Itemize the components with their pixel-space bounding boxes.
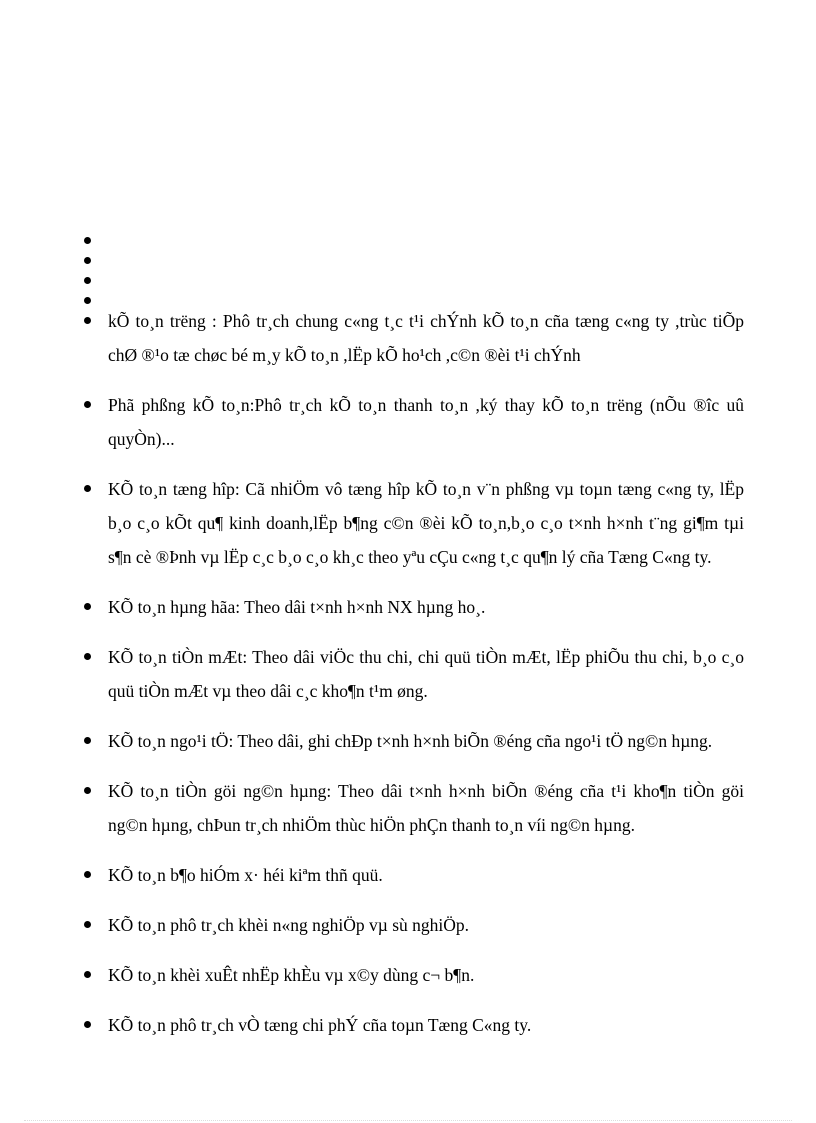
bullet-icon	[84, 737, 91, 744]
list-item-text: KÕ to¸n phô tr¸ch vÒ tæng chi phÝ cña toµn Tæng C«ng ty.	[108, 1015, 532, 1035]
list-item	[84, 774, 744, 842]
list-item	[84, 304, 744, 372]
bullet-icon	[84, 603, 91, 610]
list-item	[84, 858, 744, 892]
bullet-icon	[84, 971, 91, 978]
list-item-text: KÕ to¸n ngo¹i tÖ: Theo dâi, ghi chÐp t×nh h×nh biÕn ®éng cña ngo¹i tÖ ng©n hµng.	[108, 731, 713, 751]
bullet-icon	[84, 237, 91, 244]
bullet-icon	[84, 401, 91, 408]
list-item	[84, 908, 744, 942]
list-item	[84, 1008, 744, 1042]
list-item-text: KÕ to¸n b¶o hiÓm x· héi kiªm thñ quü.	[108, 865, 383, 885]
list-item	[84, 958, 744, 992]
empty-bullet	[84, 230, 91, 250]
bullet-list	[84, 304, 744, 1058]
bullet-icon	[84, 257, 91, 264]
empty-bullet-list	[84, 230, 91, 310]
bullet-icon	[84, 277, 91, 284]
bullet-icon	[84, 871, 91, 878]
list-item-text: KÕ to¸n khèi xuÊt nhËp khÈu vµ x©y dùng c¬ b¶n.	[108, 965, 475, 985]
empty-bullet	[84, 270, 91, 290]
empty-bullet	[84, 250, 91, 270]
list-item	[84, 472, 744, 574]
list-item-text: KÕ to¸n tæng hîp: Cã nhiÖm vô tæng hîp kÕ to¸n v¨n phßng vµ toµn tæng c«ng ty, lËp b¸o c¸o kÕt qu¶ kinh doanh,lËp b¶ng c©n ®èi kÕ to¸n,b¸o c¸o t×nh h×nh t¨ng gi¶m tµi s¶n cè ®Þnh vµ lËp c¸c b¸o c¸o kh¸c theo yªu cÇu c«ng t¸c qu¶n lý cña Tæng C«ng ty.	[108, 479, 744, 567]
list-item-text: kÕ to¸n trëng : Phô tr¸ch chung c«ng t¸c t¹i chÝnh kÕ to¸n cña tæng c«ng ty ,trùc tiÕp chØ ®¹o tæ chøc bé m¸y kÕ to¸n ,lËp kÕ ho¹ch ,c©n ®èi t¹i chÝnh	[108, 311, 744, 365]
bullet-icon	[84, 317, 91, 324]
bullet-icon	[84, 921, 91, 928]
list-item-text: KÕ to¸n hµng hãa: Theo dâi t×nh h×nh NX hµng ho¸.	[108, 597, 486, 617]
list-item	[84, 724, 744, 758]
list-item	[84, 640, 744, 708]
bullet-icon	[84, 1021, 91, 1028]
bullet-icon	[84, 297, 91, 304]
page-bottom-divider	[24, 1120, 792, 1121]
list-item-text: KÕ to¸n phô tr¸ch khèi n«ng nghiÖp vµ sù nghiÖp.	[108, 915, 470, 935]
bullet-icon	[84, 787, 91, 794]
list-item-text: Phã phßng kÕ to¸n:Phô tr¸ch kÕ to¸n thanh to¸n ,ký thay kÕ to¸n trëng (nÕu ®îc uû quyÒn)...	[108, 395, 744, 449]
list-item-text: KÕ to¸n tiÒn mÆt: Theo dâi viÖc thu chi, chi quü tiÒn mÆt, lËp phiÕu thu chi, b¸o c¸o quü tiÒn mÆt vµ theo dâi c¸c kho¶n t¹m øng.	[108, 647, 744, 701]
bullet-icon	[84, 485, 91, 492]
list-item	[84, 590, 744, 624]
bullet-icon	[84, 653, 91, 660]
list-item-text: KÕ to¸n tiÒn göi ng©n hµng: Theo dâi t×nh h×nh biÕn ®éng cña t¹i kho¶n tiÒn göi ng©n hµng, chÞun tr¸ch nhiÖm thùc hiÖn phÇn thanh to¸n víi ng©n hµng.	[108, 781, 744, 835]
list-item	[84, 388, 744, 456]
